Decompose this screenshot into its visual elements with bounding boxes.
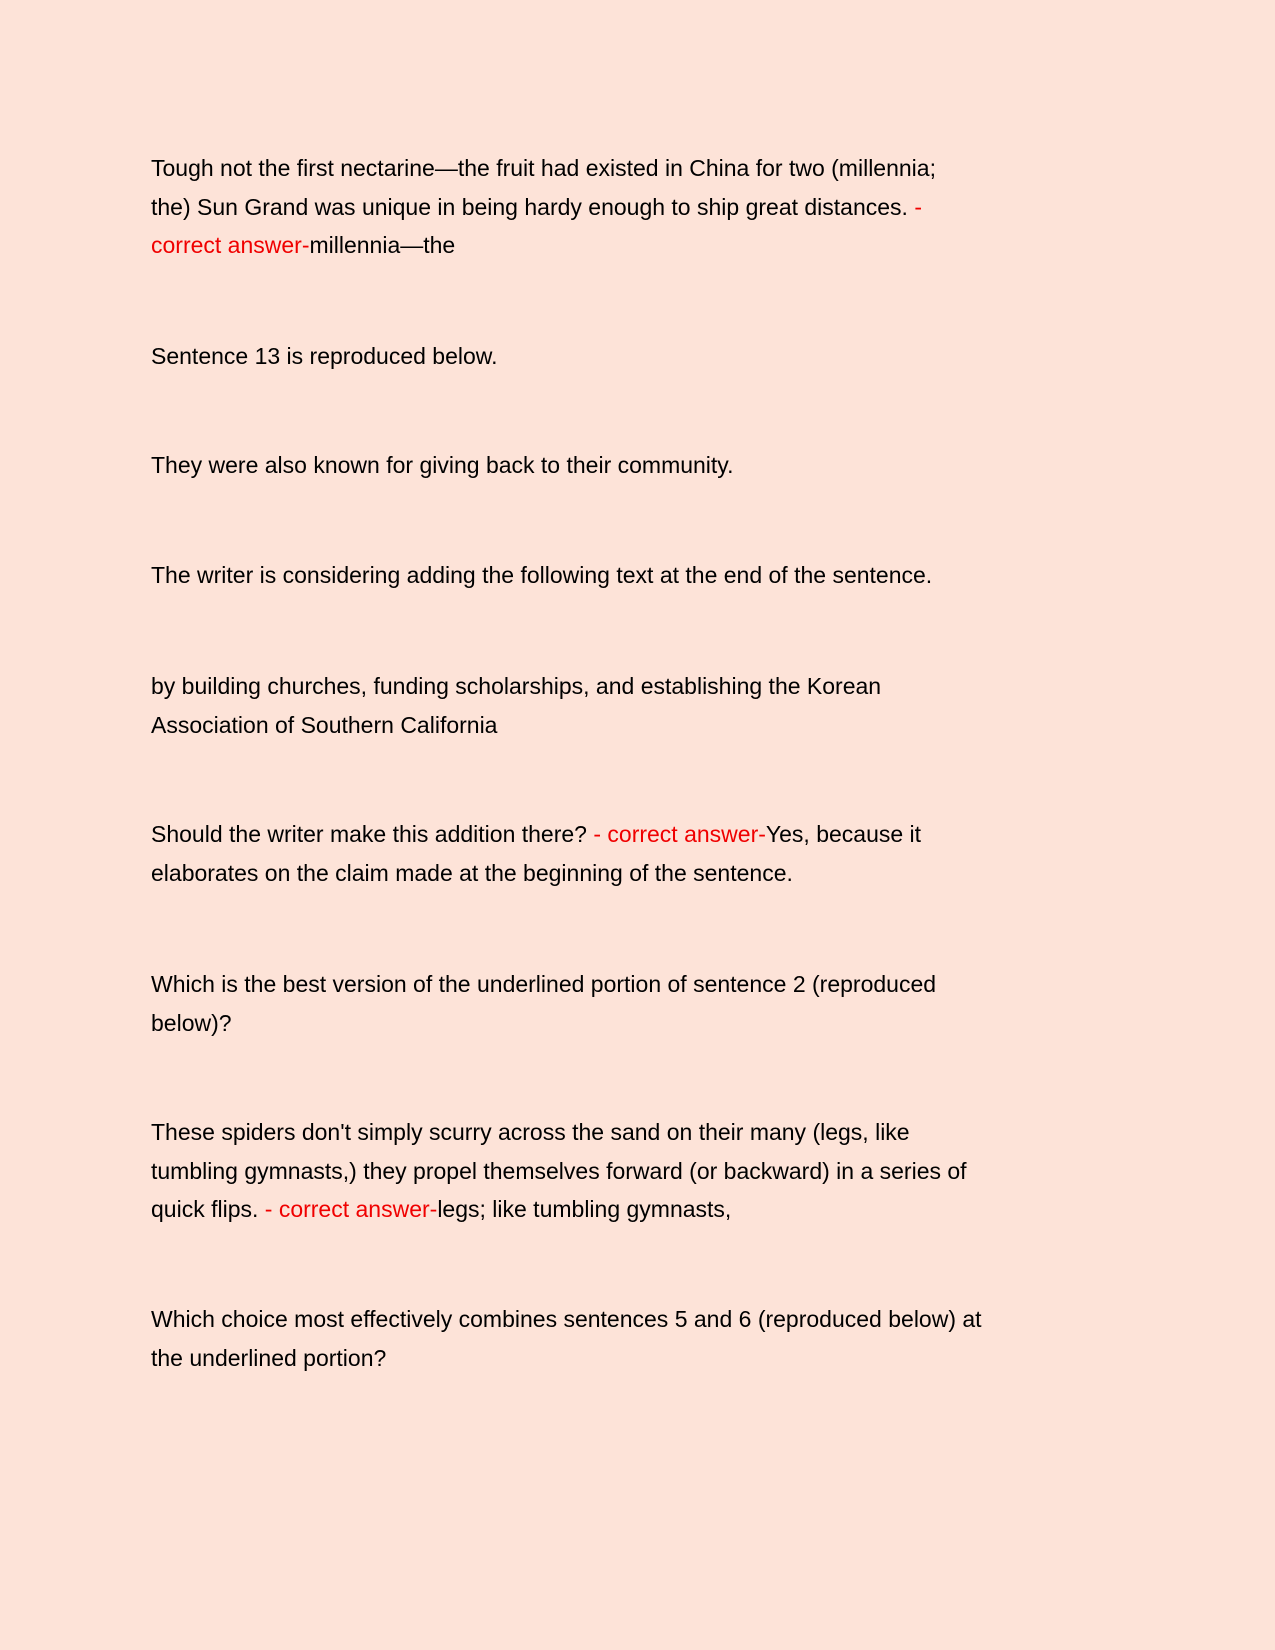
text-line xyxy=(151,188,1151,227)
text-line xyxy=(151,1113,1151,1152)
text-line xyxy=(151,556,1151,595)
text-line xyxy=(151,1190,1151,1229)
text-segment: Sentence 13 is reproduced below. xyxy=(151,343,498,369)
text-segment: the) Sun Grand was unique in being hardy enough to ship great distances. xyxy=(151,193,915,220)
text-line xyxy=(151,1152,1151,1191)
text-line xyxy=(151,446,1151,485)
paragraph xyxy=(151,1113,1151,1229)
text-line xyxy=(151,1004,1151,1043)
text-segment: tumbling gymnasts,) they propel themselves forward (or backward) in a series of xyxy=(151,1157,967,1184)
text-segment: Which choice most effectively combines sentences 5 and 6 (reproduced below) at xyxy=(151,1306,982,1332)
text-line xyxy=(151,965,1151,1004)
paragraph xyxy=(151,556,1151,595)
answer-marker: correct answer- xyxy=(151,232,310,258)
text-segment: millennia—the xyxy=(309,232,456,258)
paragraph xyxy=(151,667,1151,744)
text-segment: below)? xyxy=(151,1009,232,1036)
paragraph xyxy=(151,446,1151,485)
text-segment: Association of Southern California xyxy=(151,711,498,738)
text-segment: Should the writer make this addition there? xyxy=(151,821,594,847)
text-segment: Tough not the first nectarine—the fruit had existed in China for two (millennia; xyxy=(151,155,936,181)
paragraph xyxy=(151,149,1151,265)
text-segment: elaborates on the claim made at the beginning of the sentence. xyxy=(151,859,793,886)
text-segment: They were also known for giving back to their community. xyxy=(151,452,734,478)
text-line xyxy=(151,226,1151,265)
text-segment: The writer is considering adding the following text at the end of the sentence. xyxy=(151,562,933,588)
text-line xyxy=(151,815,1151,854)
text-line xyxy=(151,337,1151,376)
text-segment: legs; like tumbling gymnasts, xyxy=(437,1196,732,1222)
text-segment: These spiders don't simply scurry across the sand on their many (legs, like xyxy=(151,1119,910,1145)
paragraph xyxy=(151,1300,1151,1377)
paragraph xyxy=(151,337,1151,376)
text-line xyxy=(151,1339,1151,1378)
paragraph xyxy=(151,815,1151,892)
answer-marker: - correct answer- xyxy=(264,1196,438,1222)
paragraph xyxy=(151,965,1151,1042)
text-line xyxy=(151,1300,1151,1339)
answer-marker: - xyxy=(914,193,923,220)
text-segment: the underlined portion? xyxy=(151,1344,387,1371)
answer-marker: - correct answer- xyxy=(593,821,766,847)
text-segment: Which is the best version of the underlined portion of sentence 2 (reproduced xyxy=(151,971,937,997)
text-line xyxy=(151,667,1151,706)
text-line xyxy=(151,149,1151,188)
text-segment: Yes, because it xyxy=(765,821,922,847)
text-line xyxy=(151,854,1151,893)
text-segment: by building churches, funding scholarships, and establishing the Korean xyxy=(151,673,882,699)
text-line xyxy=(151,706,1151,745)
text-segment: quick flips. xyxy=(151,1196,265,1222)
